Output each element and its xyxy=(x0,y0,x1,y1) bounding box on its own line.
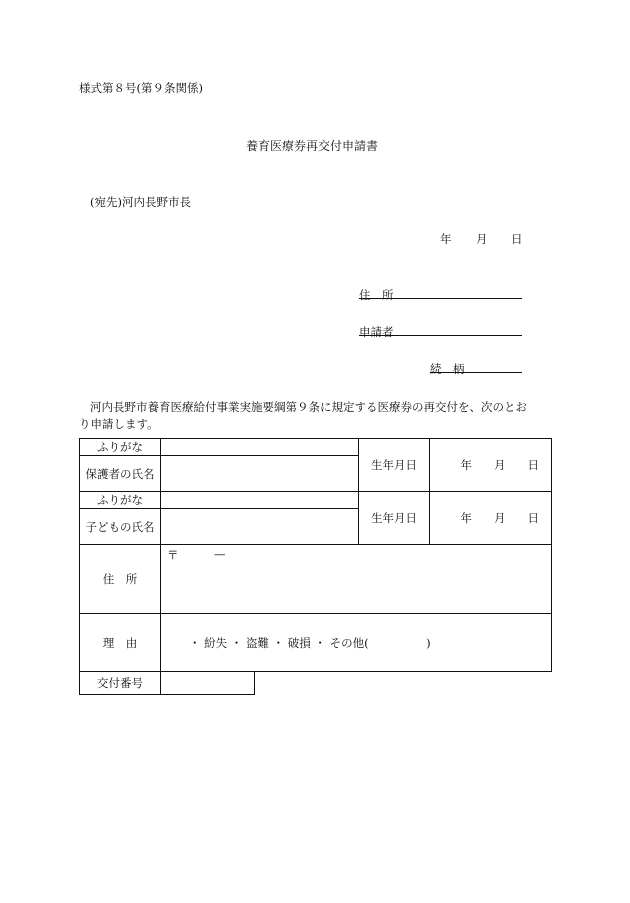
child-name-label: 子どもの氏名 xyxy=(80,509,161,545)
form-number: 様式第８号(第９条関係) xyxy=(79,81,203,95)
postal-mark: 〒 xyxy=(167,548,179,562)
relation-label: 続 柄 xyxy=(430,362,465,376)
table-blank xyxy=(255,672,552,695)
child-furigana-label: ふりがな xyxy=(80,492,161,509)
child-furigana-field[interactable] xyxy=(161,492,359,509)
date-month: 月 xyxy=(476,232,488,246)
guardian-birthdate-field[interactable] xyxy=(430,439,552,492)
issue-number-label: 交付番号 xyxy=(80,672,161,695)
address-label: 住 所 xyxy=(80,545,161,614)
relation-line[interactable] xyxy=(430,372,522,373)
reason-label: 理 由 xyxy=(80,614,161,672)
guardian-birth-day: 日 xyxy=(527,458,539,472)
date-year: 年 xyxy=(440,232,452,246)
guardian-furigana-label: ふりがな xyxy=(80,439,161,456)
child-birth-year: 年 xyxy=(460,511,472,525)
child-name-field[interactable] xyxy=(161,509,359,545)
reason-options[interactable]: ・ 紛失 ・ 盗難 ・ 破損 ・ その他( ) xyxy=(161,614,552,672)
guardian-furigana-field[interactable] xyxy=(161,439,359,456)
guardian-name-field[interactable] xyxy=(161,456,359,492)
guardian-birth-month: 月 xyxy=(494,458,506,472)
applicant-label: 申請者 xyxy=(359,325,394,339)
guardian-birthdate-label: 生年月日 xyxy=(359,439,430,492)
child-birthdate-label: 生年月日 xyxy=(359,492,430,545)
guardian-birth-year: 年 xyxy=(460,458,472,472)
issue-number-field[interactable] xyxy=(161,672,255,695)
child-birth-day: 日 xyxy=(527,511,539,525)
addressee: (宛先)河内長野市長 xyxy=(90,195,191,209)
intro-line-2: り申請します。 xyxy=(79,417,159,431)
document-title: 養育医療券再交付申請書 xyxy=(246,139,379,153)
applicant-name-line[interactable] xyxy=(359,335,522,336)
address-field[interactable] xyxy=(161,545,552,614)
date-day: 日 xyxy=(511,232,523,246)
guardian-name-label: 保護者の氏名 xyxy=(80,456,161,492)
applicant-address-label: 住 所 xyxy=(359,288,394,302)
application-table xyxy=(79,438,552,695)
child-birth-month: 月 xyxy=(494,511,506,525)
child-birthdate-field[interactable] xyxy=(430,492,552,545)
applicant-address-line[interactable] xyxy=(359,298,522,299)
postal-dash: — xyxy=(214,547,226,561)
intro-line-1: 河内長野市養育医療給付事業実施要綱第９条に規定する医療券の再交付を、次のとお xyxy=(90,400,527,414)
